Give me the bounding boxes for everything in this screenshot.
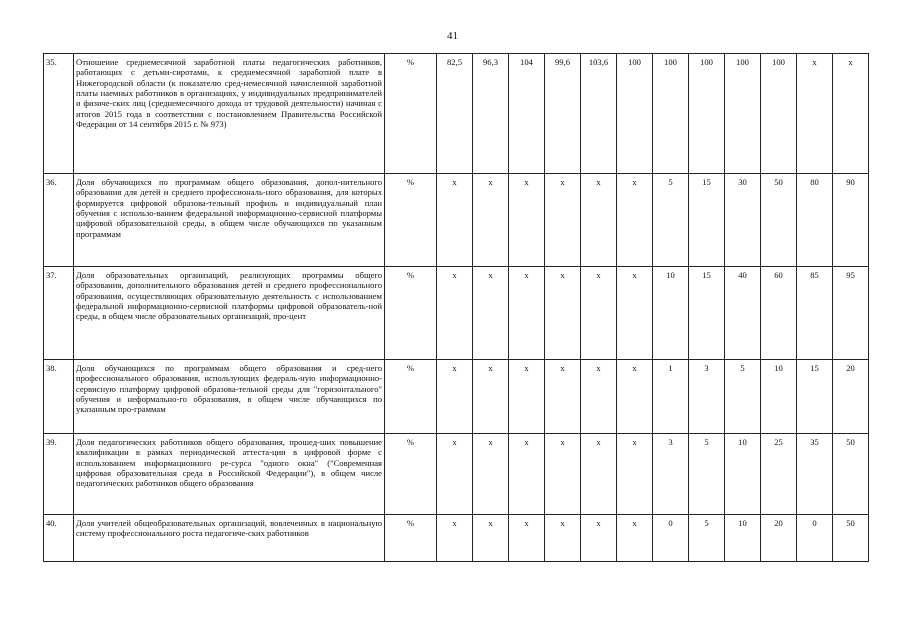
value-cell: x [833,54,869,174]
value-cell: x [473,360,509,434]
value-cell: x [509,267,545,360]
value-cell: x [509,360,545,434]
row-number: 36. [44,174,74,267]
value-cell: 20 [761,515,797,562]
value-cell: 82,5 [437,54,473,174]
value-cell: 0 [797,515,833,562]
value-cell: 35 [797,434,833,515]
value-cell: 40 [725,267,761,360]
value-cell: x [509,515,545,562]
value-cell: 100 [653,54,689,174]
value-cell: x [473,515,509,562]
value-cell: 50 [833,515,869,562]
value-cell: x [617,267,653,360]
row-number: 40. [44,515,74,562]
value-cell: 104 [509,54,545,174]
value-cell: 5 [653,174,689,267]
value-cell: x [473,434,509,515]
indicator-description: Доля педагогических работников общего образования, прошед-ших повышение квалификации в рамках периодической аттеста-ции в цифровой форме с использованием информационного ре-сурса "одного окна" ("Современная цифровая образовательная среда в Российской Федерации"), в общем числе педагогических работников общего образования [74,434,385,515]
value-cell: x [797,54,833,174]
value-cell: x [617,515,653,562]
value-cell: 15 [797,360,833,434]
value-cell: x [581,360,617,434]
value-cell: 50 [833,434,869,515]
value-cell: x [545,515,581,562]
value-cell: 95 [833,267,869,360]
unit-cell: % [385,267,437,360]
table-body [44,54,869,562]
row-number: 39. [44,434,74,515]
value-cell: x [509,174,545,267]
unit-cell: % [385,434,437,515]
value-cell: 100 [689,54,725,174]
value-cell: 100 [725,54,761,174]
value-cell: 10 [761,360,797,434]
unit-cell: % [385,54,437,174]
value-cell: 1 [653,360,689,434]
value-cell: 99,6 [545,54,581,174]
table-row [44,54,869,174]
value-cell: 3 [689,360,725,434]
table-row [44,360,869,434]
table-row [44,174,869,267]
indicator-description: Доля образовательных организаций, реализующих программы общего образования, дополнительного образования детей и среднего профессионального образования, осуществляющих образовательную деятельность с использованием федеральной информационно-сервисной платформы цифровой образователь-ной среды, в общем числе образовательных организаций, про-цент [74,267,385,360]
value-cell: 100 [761,54,797,174]
value-cell: 3 [653,434,689,515]
value-cell: x [437,174,473,267]
row-number: 37. [44,267,74,360]
value-cell: 96,3 [473,54,509,174]
value-cell: x [545,267,581,360]
value-cell: x [437,267,473,360]
value-cell: x [617,360,653,434]
value-cell: 90 [833,174,869,267]
unit-cell: % [385,515,437,562]
unit-cell: % [385,360,437,434]
value-cell: 85 [797,267,833,360]
value-cell: x [581,515,617,562]
indicator-description: Доля учителей общеобразовательных организаций, вовлеченных в национальную систему профессионального роста педагогиче-ских работников [74,515,385,562]
value-cell: x [473,174,509,267]
value-cell: 5 [725,360,761,434]
value-cell: 20 [833,360,869,434]
value-cell: x [545,360,581,434]
value-cell: x [617,174,653,267]
value-cell: x [581,267,617,360]
row-number: 35. [44,54,74,174]
value-cell: x [545,174,581,267]
value-cell: 60 [761,267,797,360]
row-number: 38. [44,360,74,434]
value-cell: x [437,434,473,515]
value-cell: x [437,515,473,562]
table-row [44,267,869,360]
value-cell: 10 [653,267,689,360]
value-cell: x [581,174,617,267]
page-number: 41 [447,30,458,42]
value-cell: 100 [617,54,653,174]
value-cell: 15 [689,174,725,267]
table-row [44,515,869,562]
indicator-description: Доля обучающихся по программам общего образования, допол-нительного образования для детей и среднего профессиональ-ного образования, для которых формируется цифровой образова-тельный профиль и индивидуальный план обучения с использо-ванием федеральной информационно-сервисной платформы цифровой образовательной среды, в общем числе обучающихся по указанным программам [74,174,385,267]
value-cell: 50 [761,174,797,267]
value-cell: 5 [689,515,725,562]
indicator-description: Отношение среднемесячной заработной платы педагогических работников, работающих с детьми-сиротами, к среднемесячной заработной плате в Нижегородской области (к показателю сред-немесячной начисленной заработной платы наемных работников в организациях, у индивидуальных предпринимателей и физиче-ских лиц (среднемесячного дохода от трудовой деятельности) начиная с итогов 2015 года в соответствии с постановлением Правительства Российской Федерации от 14 сентября 2015 г. № 973) [74,54,385,174]
indicators-table [43,53,869,562]
value-cell: 30 [725,174,761,267]
value-cell: 25 [761,434,797,515]
value-cell: 80 [797,174,833,267]
value-cell: 103,6 [581,54,617,174]
value-cell: 0 [653,515,689,562]
value-cell: 15 [689,267,725,360]
value-cell: x [509,434,545,515]
indicator-description: Доля обучающихся по программам общего образования и сред-него профессионального образования, использующих федераль-ную информационно-сервисную платформу цифровой образова-тельной среды для "горизонтального" обучения и неформально-го образования, в общем числе обучающихся по указанным про-граммам [74,360,385,434]
value-cell: 10 [725,515,761,562]
value-cell: 5 [689,434,725,515]
value-cell: x [545,434,581,515]
value-cell: 10 [725,434,761,515]
table-row [44,434,869,515]
unit-cell: % [385,174,437,267]
value-cell: x [581,434,617,515]
value-cell: x [437,360,473,434]
value-cell: x [473,267,509,360]
value-cell: x [617,434,653,515]
